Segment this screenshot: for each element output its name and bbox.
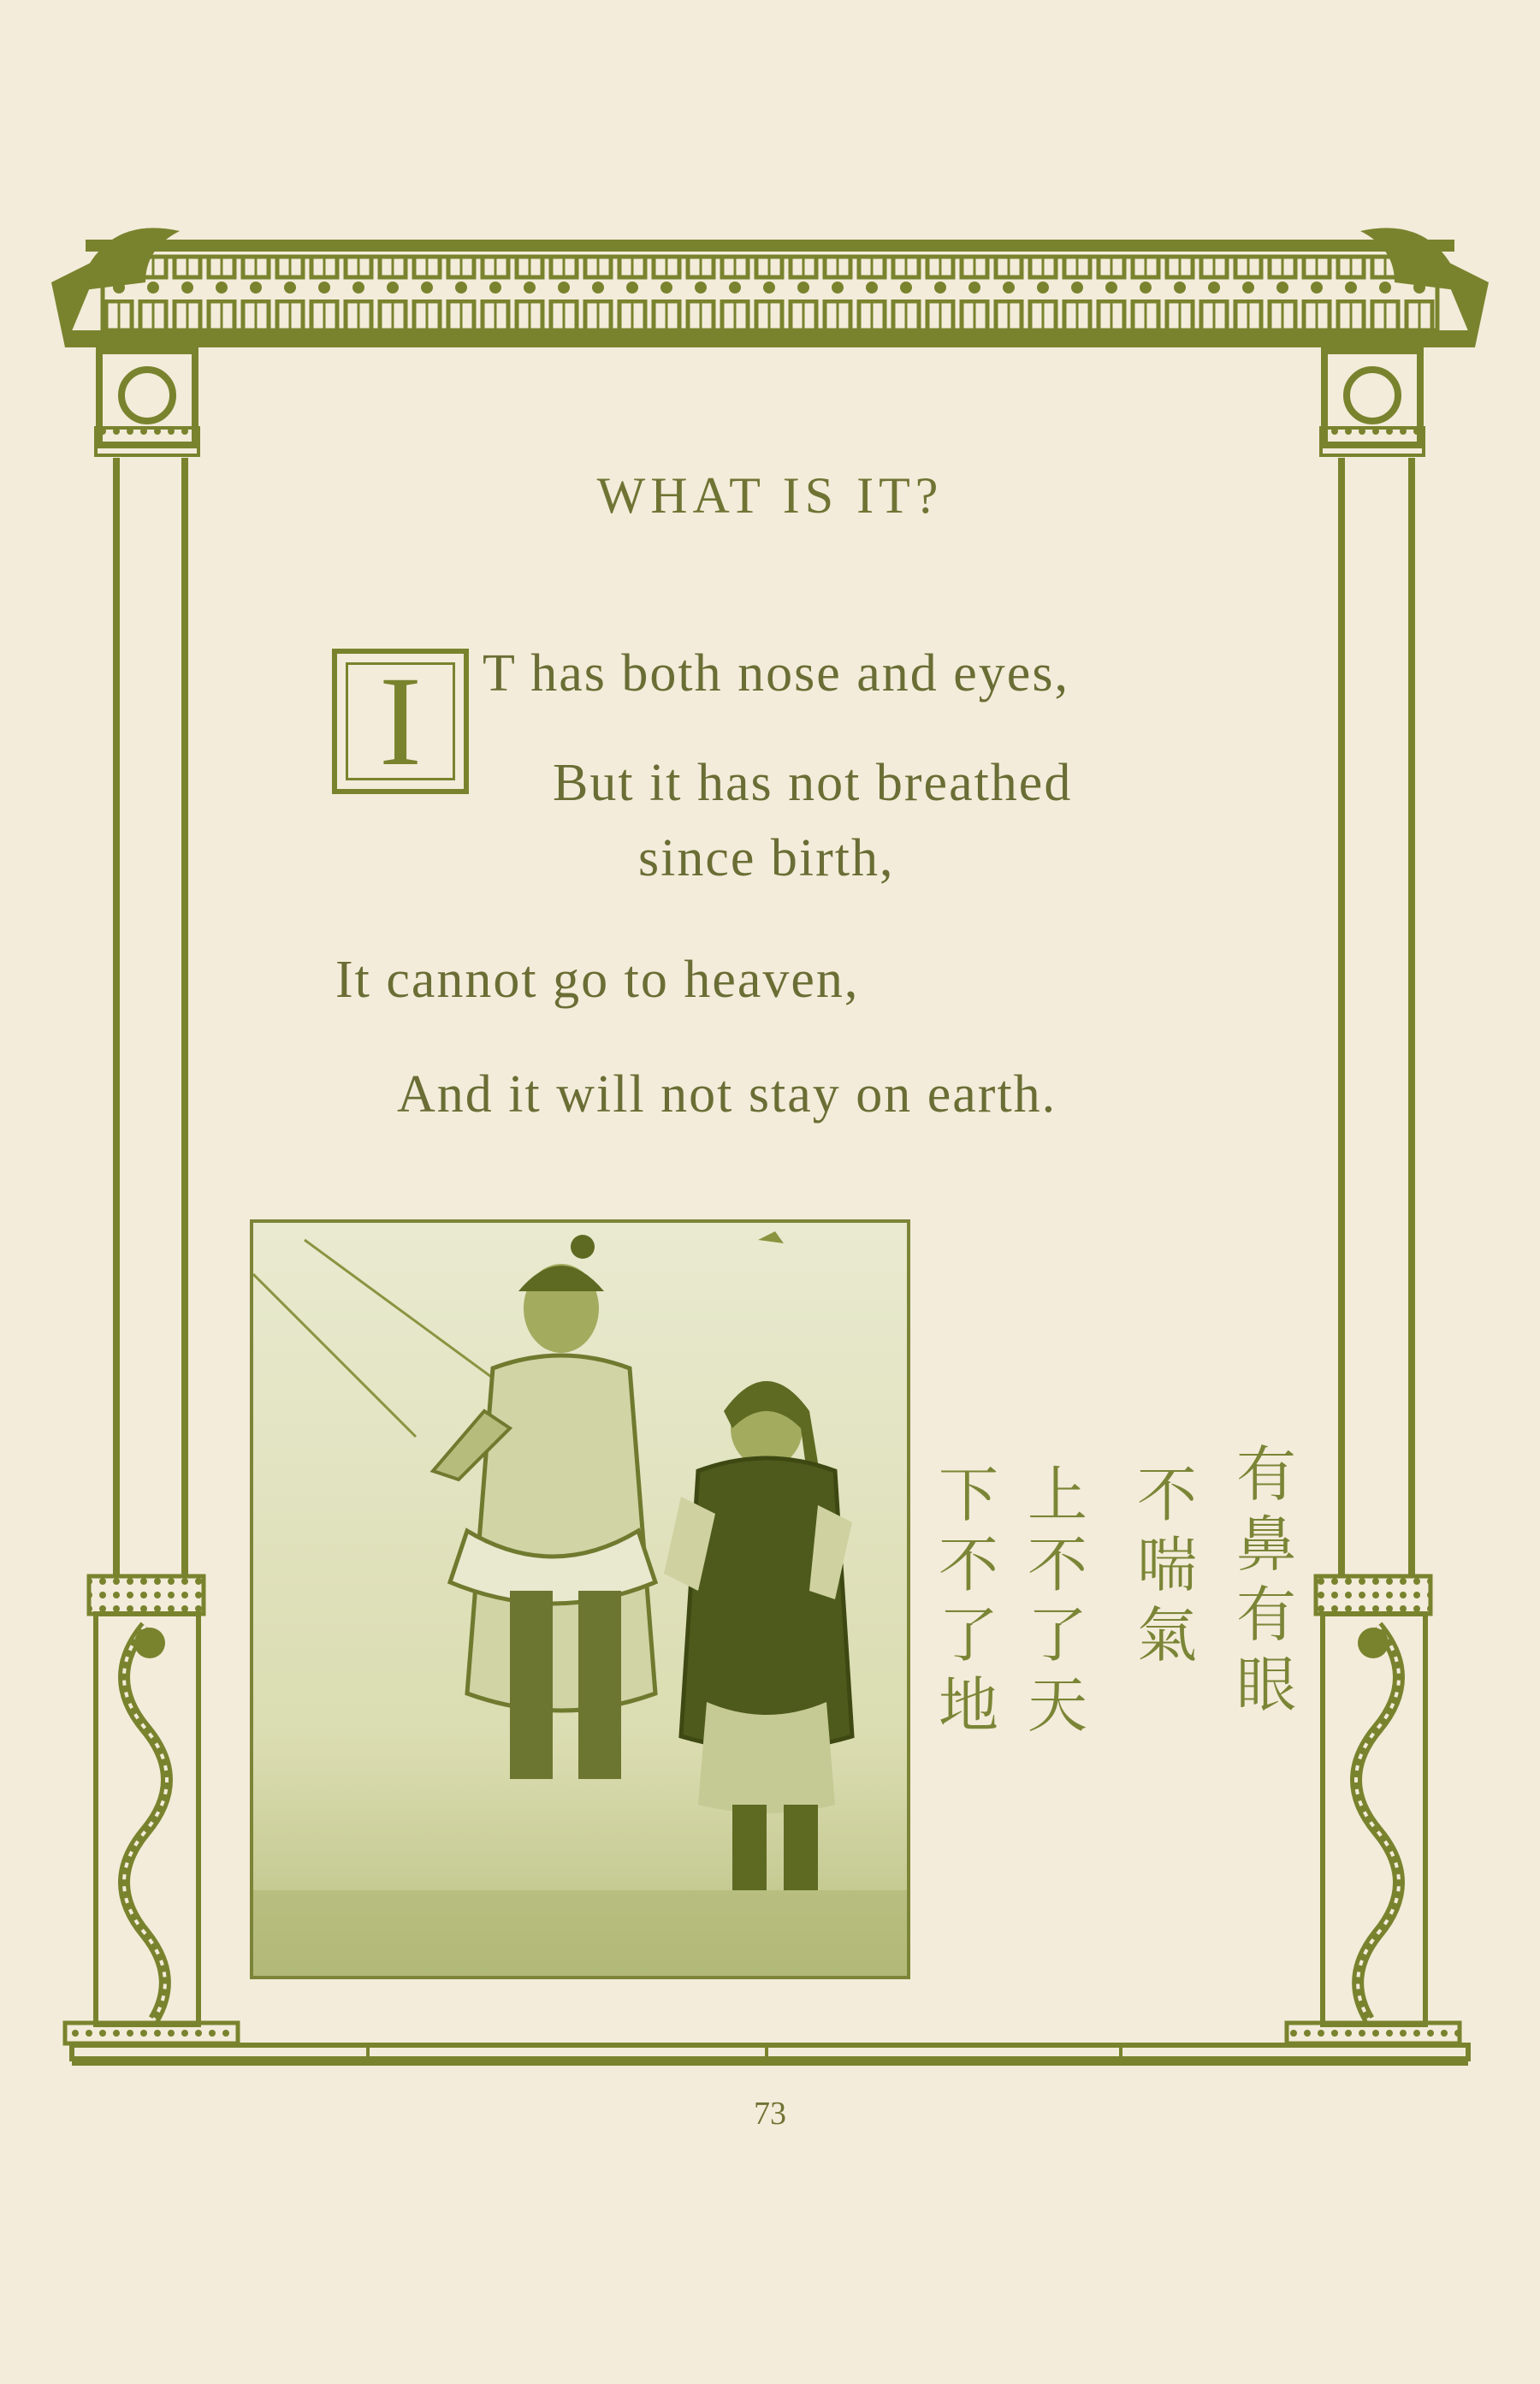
verse-line-3: since birth, (638, 829, 895, 887)
verse-line-2: But it has not breathed (553, 754, 1073, 812)
drop-cap-letter: I (346, 662, 455, 780)
base (72, 2045, 1468, 2066)
chinese-column-4: 下不了地 (939, 1460, 998, 1741)
roof (51, 228, 1489, 347)
verse-line-1: T has both nose and eyes, (483, 644, 1069, 703)
page-number: 73 (754, 2096, 786, 2132)
right-column (1287, 351, 1460, 2043)
verse-line-5: And it will not stay on earth. (397, 1065, 1057, 1124)
drop-cap (332, 649, 469, 794)
chinese-column-3: 上不了天 (1028, 1460, 1087, 1741)
verse-line-4: It cannot go to heaven, (335, 951, 860, 1009)
chinese-column-1: 有鼻有眼 (1236, 1439, 1296, 1720)
chinese-column-2: 不喘氣 (1137, 1460, 1197, 1670)
left-column (65, 351, 238, 2043)
photo-of-two-children-flying-kite-icon (253, 1223, 907, 1976)
poem-title: WHAT IS IT? (596, 467, 944, 524)
photo-children-flying-kite (250, 1219, 910, 1979)
